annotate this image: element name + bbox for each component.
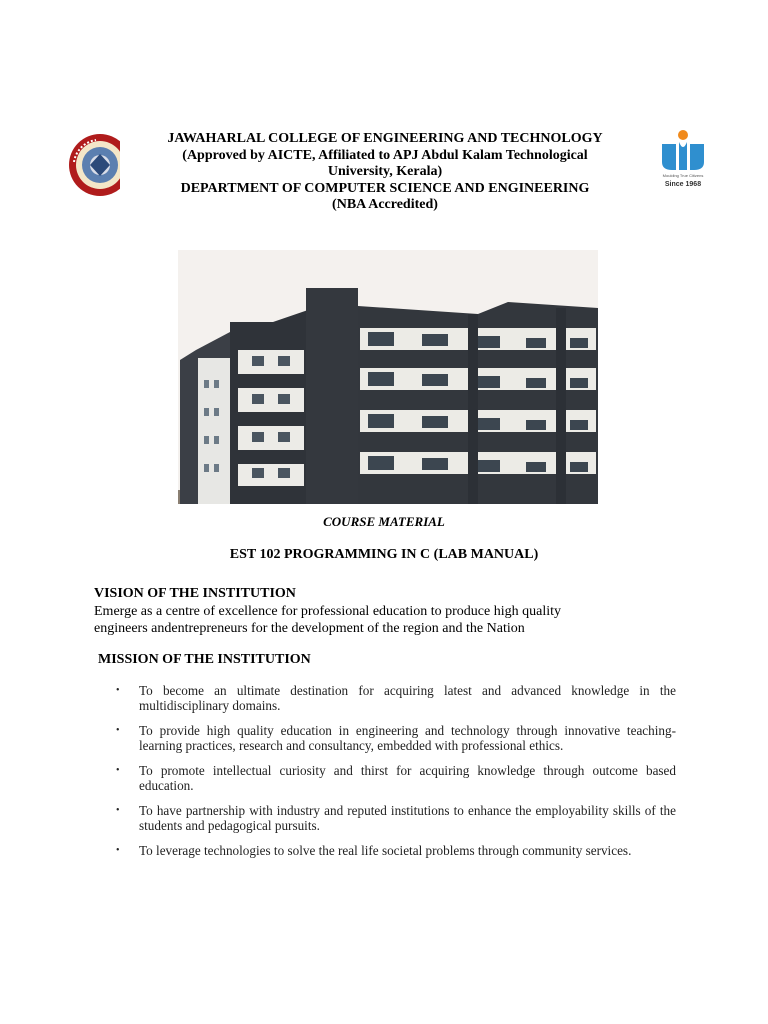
mission-item bbox=[114, 764, 676, 793]
vision-heading: VISION OF THE INSTITUTION bbox=[94, 586, 296, 601]
course-material-label: COURSE MATERIAL bbox=[323, 514, 445, 529]
department-name: DEPARTMENT OF COMPUTER SCIENCE AND ENGINEERING bbox=[180, 180, 590, 196]
mission-item-text: To provide high quality education in engineering and technology through innovative teaching-learning practices, research and consultancy, embedded with professional ethics. bbox=[139, 723, 676, 753]
bullet-icon: • bbox=[116, 685, 120, 696]
mission-item-text: To leverage technologies to solve the real life societal problems through community services. bbox=[139, 843, 632, 858]
document-header bbox=[130, 131, 640, 214]
nri-group-logo bbox=[654, 128, 712, 192]
bullet-icon: • bbox=[116, 805, 120, 816]
vision-line: Emerge as a centre of excellence for professional education to produce high quality bbox=[94, 604, 561, 619]
logo-tagline: Moulding True Citizens bbox=[662, 173, 704, 178]
mission-list bbox=[114, 684, 676, 870]
bullet-icon: • bbox=[116, 725, 120, 736]
mission-heading: MISSION OF THE INSTITUTION bbox=[98, 652, 311, 667]
logo-since: Since 1968 bbox=[664, 181, 702, 188]
mission-item-text: To have partnership with industry and reputed institutions to enhance the employability skills of the students and pedagogical pursuits. bbox=[139, 803, 676, 833]
mission-item-text: To promote intellectual curiosity and thirst for acquiring knowledge through outcome based education. bbox=[139, 763, 676, 793]
mission-item bbox=[114, 684, 676, 713]
mission-item bbox=[114, 724, 676, 753]
bullet-icon: • bbox=[116, 765, 120, 776]
vision-line: engineers andentrepreneurs for the development of the region and the Nation bbox=[94, 621, 525, 636]
bullet-icon: • bbox=[116, 845, 120, 856]
college-building-photo bbox=[178, 250, 598, 504]
course-title: EST 102 PROGRAMMING IN C (LAB MANUAL) bbox=[229, 547, 539, 562]
mission-item bbox=[114, 844, 676, 859]
college-seal-logo bbox=[60, 132, 120, 198]
accreditation: (NBA Accredited) bbox=[332, 197, 438, 212]
approval-line: (Approved by AICTE, Affiliated to APJ Abdul Kalam Technological bbox=[182, 147, 588, 163]
mission-item-text: To become an ultimate destination for acquiring latest and advanced knowledge in the multidisciplinary domains. bbox=[139, 683, 676, 713]
college-name: JAWAHARLAL COLLEGE OF ENGINEERING AND TECHNOLOGY bbox=[167, 131, 603, 146]
vision-statement bbox=[94, 603, 654, 637]
approval-line-cont: University, Kerala) bbox=[327, 164, 443, 179]
mission-item bbox=[114, 804, 676, 833]
